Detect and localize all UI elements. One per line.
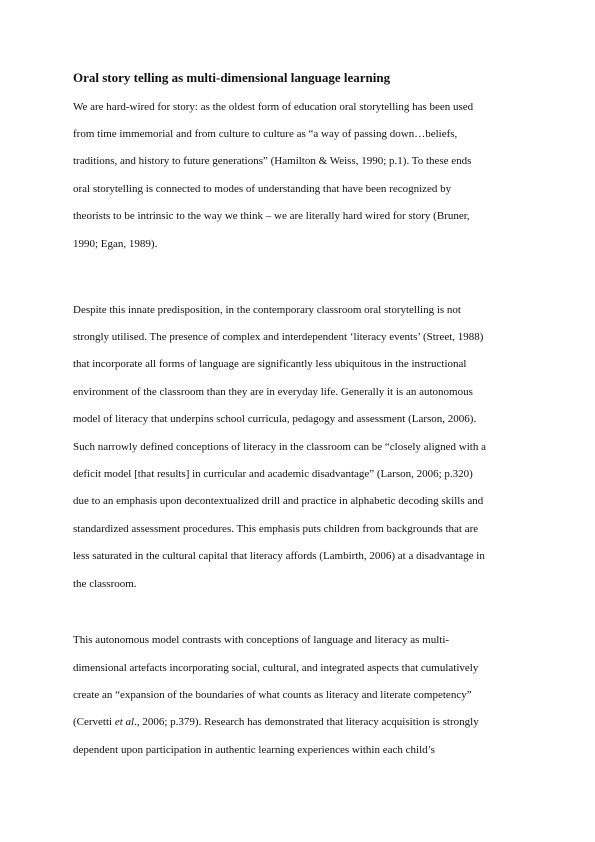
paragraph-3-line-5: dependent upon participation in authentic learning experiences within each child’s bbox=[73, 744, 435, 756]
paragraph-2-line-7: deficit model [that results] in curricular and academic disadvantage” (Larson, 2006; p.320) bbox=[73, 468, 473, 480]
paragraph-1-line-1: We are hard-wired for story: as the oldest form of education oral storytelling has been used bbox=[73, 101, 474, 113]
paragraph-2-line-3: that incorporate all forms of language are significantly less ubiquitous in the instructional bbox=[73, 358, 467, 370]
paragraph-1-line-4: oral storytelling is connected to modes of understanding that have been recognized by bbox=[73, 183, 452, 195]
paragraph-2-line-4: environment of the classroom than they are in everyday life. Generally it is an autonomous bbox=[73, 386, 473, 398]
citation-pre: (Cervetti bbox=[73, 716, 115, 728]
paragraph-3-line-1: This autonomous model contrasts with conceptions of language and literacy as multi- bbox=[73, 634, 450, 646]
paragraph-1-line-5: theorists to be intrinsic to the way we think – we are literally hard wired for story (Bruner, bbox=[73, 210, 470, 222]
paragraph-3-line-4 bbox=[73, 716, 479, 728]
paragraph-2-line-9: standardized assessment procedures. This emphasis puts children from backgrounds that are bbox=[73, 523, 479, 535]
citation-et-al: et al bbox=[114, 716, 135, 728]
paragraph-2-line-2: strongly utilised. The presence of complex and interdependent ‘literacy events’ (Street, 1988) bbox=[73, 331, 484, 343]
paragraph-2-line-8: due to an emphasis upon decontextualized drill and practice in alphabetic decoding skills and bbox=[73, 495, 484, 507]
paragraph-2-line-11: the classroom. bbox=[73, 578, 137, 590]
paragraph-1-line-3: traditions, and history to future generations” (Hamilton & Weiss, 1990; p.1). To these ends bbox=[73, 155, 472, 167]
section-title: Oral story telling as multi-dimensional language learning bbox=[73, 70, 391, 85]
paragraph-2-line-1: Despite this innate predisposition, in the contemporary classroom oral storytelling is not bbox=[73, 304, 461, 316]
paragraph-3-line-2: dimensional artefacts incorporating social, cultural, and integrated aspects that cumulatively bbox=[73, 662, 479, 674]
citation-post: ., 2006; p.379). Research has demonstrated that literacy acquisition is strongly bbox=[134, 716, 479, 728]
paragraph-1-line-2: from time immemorial and from culture to culture as “a way of passing down…beliefs, bbox=[73, 128, 458, 140]
paragraph-2-line-10: less saturated in the cultural capital that literacy affords (Lambirth, 2006) at a disadvantage in bbox=[73, 550, 485, 562]
paragraph-1-line-6: 1990; Egan, 1989). bbox=[73, 238, 158, 250]
paragraph-2-line-6: Such narrowly defined conceptions of literacy in the classroom can be “closely aligned with a bbox=[73, 441, 486, 453]
paragraph-3-line-3: create an “expansion of the boundaries of what counts as literacy and literate competency” bbox=[73, 689, 472, 701]
paragraph-2-line-5: model of literacy that underpins school curricula, pedagogy and assessment (Larson, 2006). bbox=[73, 413, 477, 425]
